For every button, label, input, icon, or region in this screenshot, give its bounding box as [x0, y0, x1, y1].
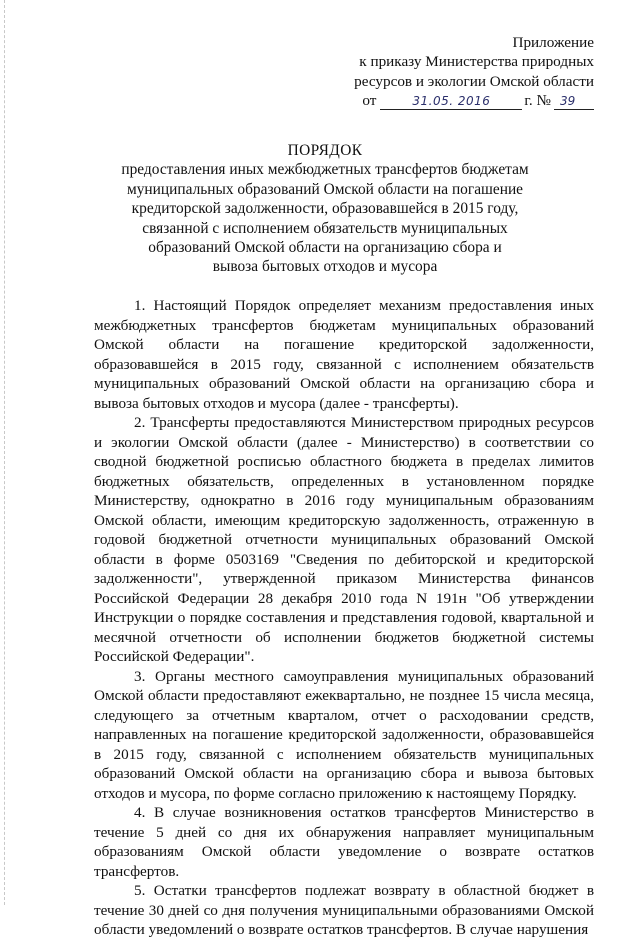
- appendix-ministry-line: ресурсов и экологии Омской области: [354, 72, 594, 90]
- paragraph-3: 3. Органы местного самоуправления муниципальных образований Омской области предоставляют ежеквартально, не позднее 15 числа месяца, следующего за отчетным кварталом, отчет о расходовании средств, направленных на погашение кредиторской задолженности, образовавшейся в 2015 году, связанной с исполнением обязательств муниципальных образований Омской области на организацию сбора и вывоза бытовых отходов и мусора, по форме согласно приложению к настоящему Порядку.: [94, 667, 594, 802]
- title-line: связанной с исполнением обязательств муниципальных: [142, 219, 508, 237]
- date-prefix: от: [362, 92, 377, 110]
- title-heading: ПОРЯДОК: [287, 142, 363, 159]
- title-line: муниципальных образований Омской области на погашение: [126, 180, 524, 198]
- title-line: вывоза бытовых отходов и мусора: [212, 258, 438, 276]
- handwritten-date: 31.05. 2016: [380, 94, 522, 110]
- appendix-header: [330, 33, 594, 111]
- handwritten-order-number: 39: [554, 94, 594, 110]
- title-line: кредиторской задолженности, образовавшейся в 2015 году,: [131, 200, 519, 218]
- document-body: [94, 296, 594, 940]
- appendix-order-line: к приказу Министерства природных: [359, 53, 594, 71]
- paragraph-1: 1. Настоящий Порядок определяет механизм предоставления иных межбюджетных трансфертов бюджетам муниципальных образований Омской области на погашение кредиторской задолженности, образовавшейся в 2015 году, связанной с исполнением обязательств муниципальных образований Омской области на организацию сбора и вывоза бытовых отходов и мусора (далее - трансферты).: [94, 297, 594, 412]
- paragraph-4: 4. В случае возникновения остатков трансфертов Министерство в течение 5 дней со дня их обнаружения направляет муниципальным образованиям Омской области уведомление о возврате остатков трансфертов.: [94, 804, 594, 880]
- year-number-label: г. №: [524, 92, 551, 110]
- appendix-label: Приложение: [512, 34, 594, 51]
- page-binding-edge: [4, 0, 5, 905]
- order-date-number-line: [330, 91, 594, 110]
- paragraph-2: 2. Трансферты предоставляются Министерством природных ресурсов и экологии Омской области (далее - Министерство) в соответствии со сводной бюджетной росписью областного бюджета в пределах лимитов бюджетных обязательств, определенных в установленном порядке Министерству, однократно в 2016 году муниципальным образованиям Омской области, имеющим кредиторскую задолженность, отраженную в годовой бюджетной отчетности муниципальных образований Омской области в форме 0503169 "Сведения по дебиторской и кредиторской задолженности", утвержденной приказом Министерства финансов Российской Федерации 28 декабря 2010 года N 191н "Об утверждении Инструкции о порядке составления и представления годовой, квартальной и месячной отчетности об исполнении бюджетов бюджетной системы Российской Федерации".: [94, 414, 594, 665]
- document-title: [110, 141, 540, 277]
- paragraph-5: 5. Остатки трансфертов подлежат возврату в областной бюджет в течение 30 дней со дня получения муниципальными образованиями Омской области уведомлений о возврате остатков трансфертов. В случае нарушения: [94, 882, 594, 938]
- title-line: предоставления иных межбюджетных трансфертов бюджетам: [121, 161, 529, 179]
- title-line: образований Омской области на организацию сбора и: [148, 239, 502, 257]
